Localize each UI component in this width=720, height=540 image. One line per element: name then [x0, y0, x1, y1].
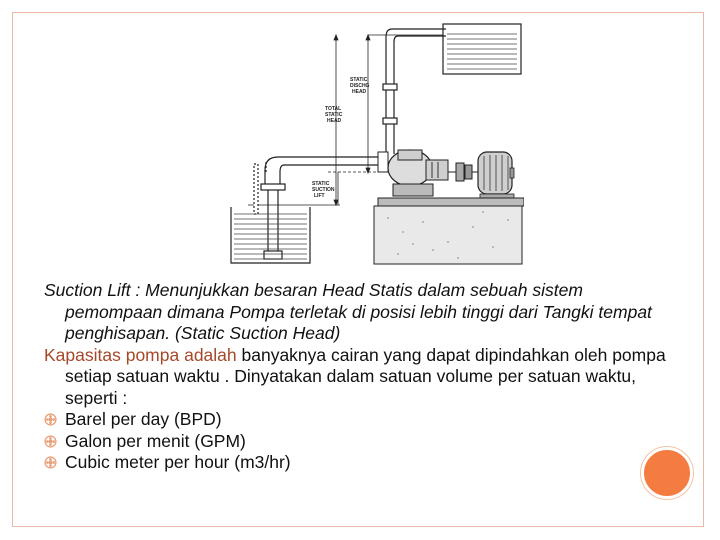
static-disch-head-label-3: HEAD [352, 89, 367, 95]
capacity-definition: banyaknya cairan yang dapat dipindahkan oleh pompa setiap satuan waktu . Dinyatakan dalam satuan volume per satuan waktu, seperti : [65, 344, 666, 408]
static-disch-head-label-1: STATIC [350, 77, 368, 83]
list-item [44, 409, 684, 431]
pump [378, 150, 448, 196]
slide-body [44, 280, 684, 474]
decorative-orange-circle [641, 447, 693, 499]
static-suction-lift-label-3: LIFT [314, 193, 325, 199]
motor [478, 152, 514, 200]
capacity-paragraph [44, 345, 684, 410]
static-suction-lift-label-1: STATIC [312, 181, 330, 187]
list-item-text: Cubic meter per hour (m3/hr) [65, 452, 291, 472]
coupling [448, 163, 480, 181]
unit-list [44, 409, 684, 474]
list-item-text: Galon per menit (GPM) [65, 430, 246, 451]
discharge-tank [443, 24, 521, 74]
total-static-head-label-1: TOTAL [325, 106, 342, 112]
flower-bullet-icon [44, 456, 57, 469]
discharge-pipe [383, 29, 446, 154]
flower-bullet-icon [44, 413, 57, 426]
list-item-text: Barel per day (BPD) [65, 409, 222, 429]
total-static-head-label-2: STATIC [325, 112, 343, 118]
static-disch-head-label-2: DISCHG [350, 83, 370, 89]
suction-lift-paragraph: Suction Lift : Menunjukkan besaran Head Statis dalam sebuah sistem pemompaan dimana Pompa terletak di posisi lebih tinggi dari Tangki tempat penghisapan. (Static Suction Head) [44, 280, 652, 343]
static-suction-lift-label-2: SUCTION [312, 187, 335, 193]
pump-system-diagram [228, 22, 524, 265]
flower-bullet-icon [44, 435, 57, 448]
list-item [44, 452, 684, 474]
capacity-highlight: Kapasitas pompa adalah [44, 344, 237, 365]
total-static-head-label-3: HEAD [327, 118, 342, 124]
foundation [374, 198, 524, 264]
list-item [44, 431, 684, 453]
